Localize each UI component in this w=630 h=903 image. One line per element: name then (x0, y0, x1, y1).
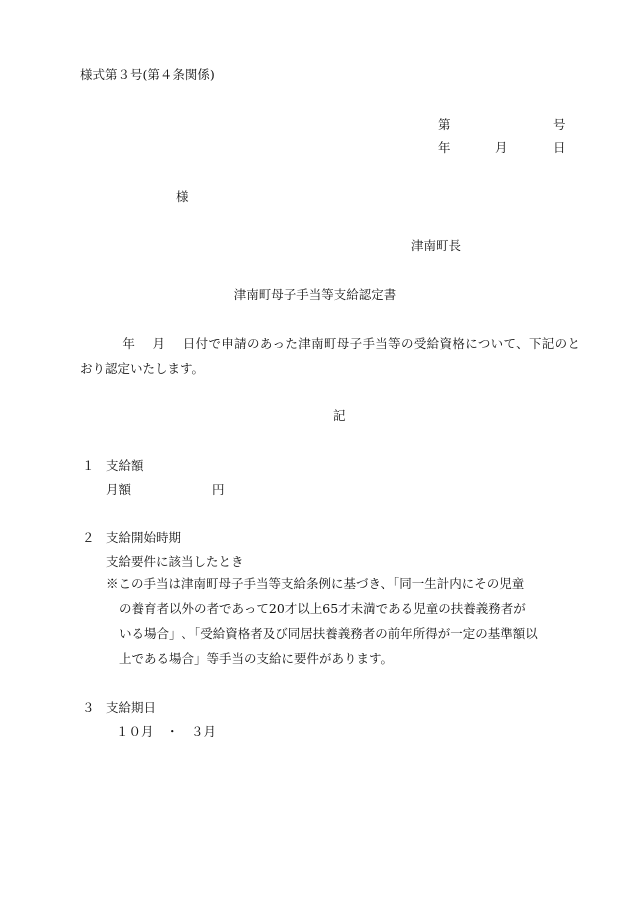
date-year: 年 (438, 140, 451, 155)
item-2-heading: 支給開始時期 (106, 530, 182, 545)
item-3-number: ３ (82, 700, 95, 715)
body-text: 日付で申請のあった津南町母子手当等の受給資格について、下記のとおり認定いたします。 (80, 336, 580, 376)
document-title: 津南町母子手当等支給認定書 (233, 287, 397, 302)
item-2-note (106, 571, 584, 671)
note-line: 上である場合」等手当の支給に要件があります。 (119, 651, 394, 666)
note-line: の養育者以外の者であって20才以上65才未満である児童の扶養義務者が (119, 601, 526, 616)
date-month: 月 (495, 140, 508, 155)
body-month: 月 (152, 336, 166, 351)
item-1-yen: 円 (212, 482, 225, 497)
note-line: ※この手当は津南町母子手当等支給条例に基づき、「同一生計内にその児童 (106, 576, 525, 591)
date-day: 日 (553, 140, 566, 155)
ki-heading: 記 (333, 408, 346, 423)
item-1-number: １ (82, 458, 95, 473)
doc-number-prefix: 第 (438, 117, 451, 132)
item-1-monthly-label: 月額 (106, 482, 132, 497)
body-year: 年 (122, 336, 136, 351)
item-1-heading: 支給額 (106, 458, 144, 473)
item-2-line1: 支給要件に該当したとき (106, 554, 244, 569)
item-3-dates: １０月 ・ ３月 (116, 724, 217, 739)
form-number: 様式第３号(第４条関係) (80, 67, 215, 82)
note-line: いる場合」､「受給資格者及び同居扶養義務者の前年所得が一定の基準額以 (119, 626, 538, 641)
doc-number-suffix: 号 (553, 117, 566, 132)
body-paragraph (80, 331, 580, 381)
issuer-title: 津南町長 (411, 238, 462, 253)
item-3-heading: 支給期日 (106, 700, 157, 715)
recipient-honorific: 様 (176, 189, 189, 204)
item-2-number: ２ (82, 530, 95, 545)
